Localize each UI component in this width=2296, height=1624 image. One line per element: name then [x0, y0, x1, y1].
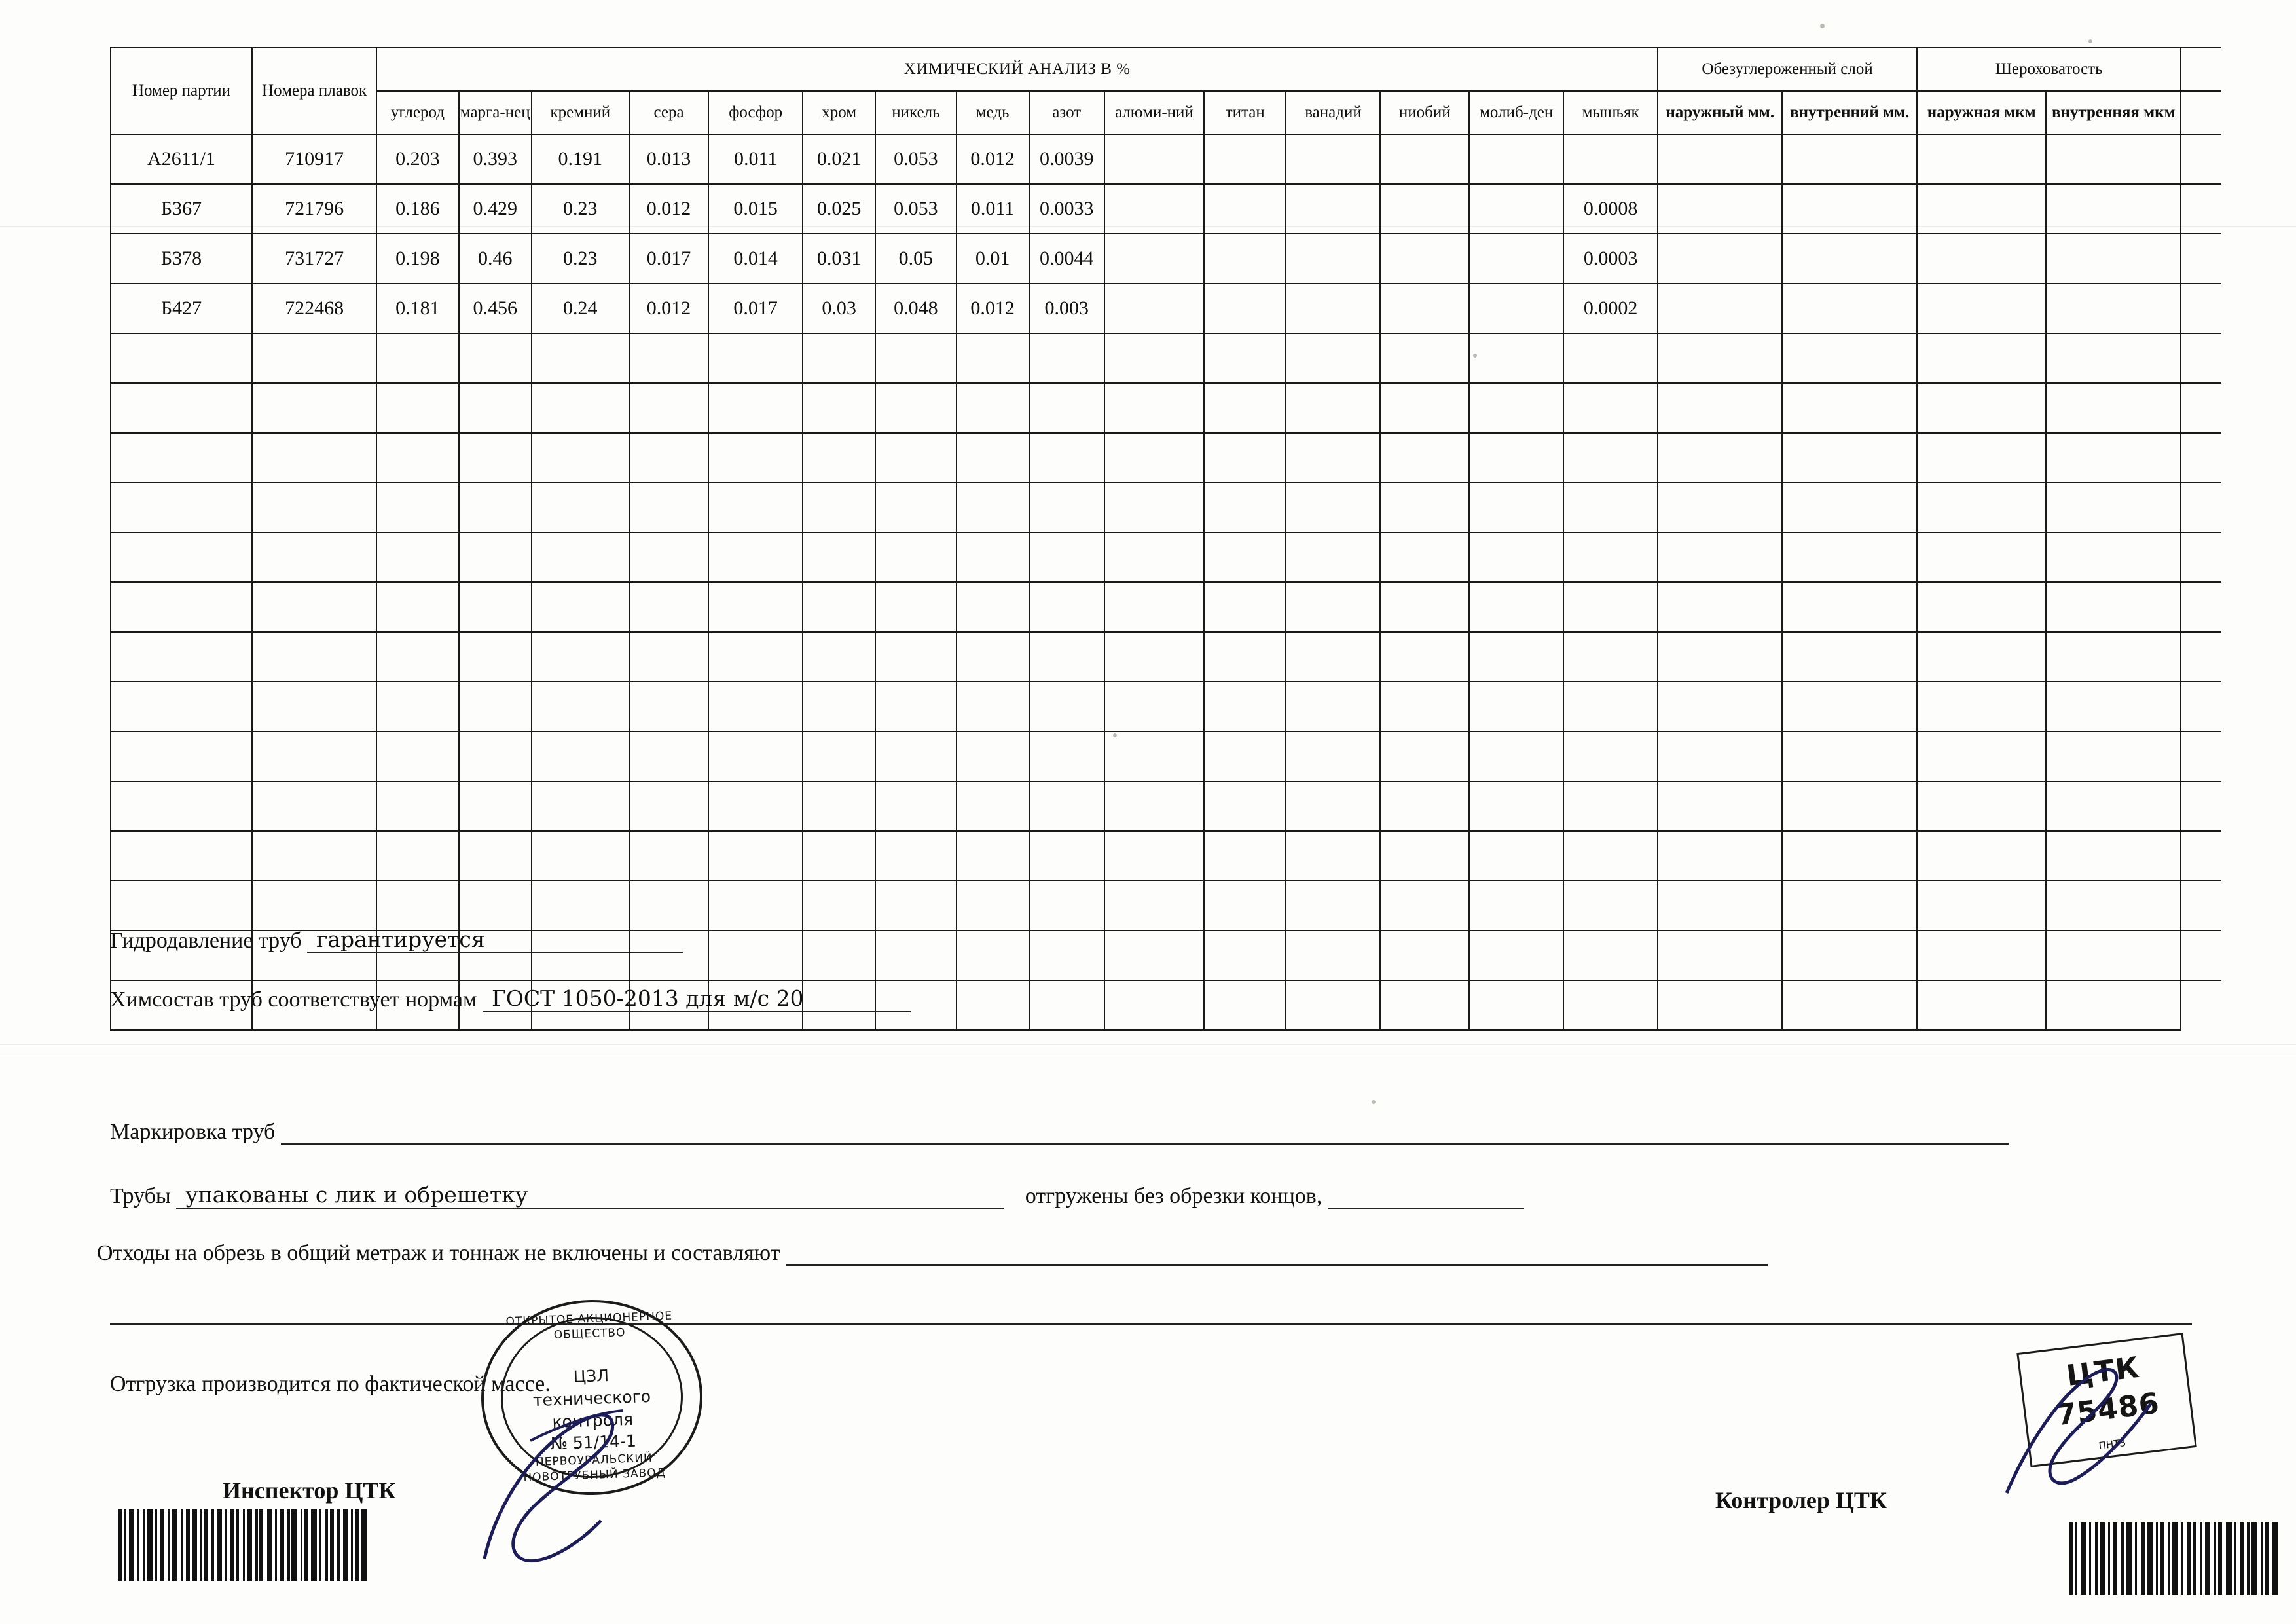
cell-heat: 722468	[252, 284, 376, 333]
group-header-roughness-label: Шероховатость	[1995, 60, 2103, 78]
table-row-empty	[111, 632, 2221, 682]
col-header-heat-number-label: Номера плавок	[262, 82, 367, 100]
col-header-batch-number	[111, 48, 252, 134]
inspector-signature-label: Инспектор ЦТК	[223, 1477, 396, 1504]
cell-chromium: 0.031	[803, 234, 875, 284]
col-header-arsenic	[1563, 91, 1658, 134]
field-extra-line	[110, 1300, 2192, 1325]
col-header-niobium	[1380, 91, 1469, 134]
round-stamp-line1: ЦЗЛ	[573, 1366, 610, 1386]
cell-batch: А2611/1	[111, 134, 252, 184]
field-pipes-packing-tail-line[interactable]	[1328, 1185, 1524, 1209]
cell-niobium	[1380, 184, 1469, 234]
group-header-chemical-analysis	[376, 48, 1658, 91]
col-header-silicon	[532, 91, 629, 134]
round-stamp-arc-top: ОТКРЫТОЕ АКЦИОНЕРНОЕ ОБЩЕСТВО	[505, 1309, 673, 1342]
col-header-rough-outer-label: наружная мкм	[1927, 103, 2036, 121]
col-header-nitrogen-label: азот	[1052, 103, 1082, 121]
col-header-phosphorus	[708, 91, 803, 134]
cell-nitrogen: 0.003	[1029, 284, 1104, 333]
inspector-signature	[458, 1362, 694, 1578]
cell-niobium	[1380, 284, 1469, 333]
cell-manganese: 0.393	[459, 134, 532, 184]
col-header-decarb-outer-label: наружный мм.	[1666, 103, 1775, 121]
group-header-chemical-analysis-label: ХИМИЧЕСКИЙ АНАЛИЗ В %	[903, 60, 1131, 78]
col-header-sulfur-label: сера	[653, 103, 684, 121]
cell-decarb-inner	[1782, 184, 1917, 234]
cell-chromium: 0.021	[803, 134, 875, 184]
round-stamp-line4: № 51/14-1	[550, 1431, 637, 1454]
cell-titanium	[1204, 184, 1286, 234]
field-hydro-pressure-label: Гидродавление труб	[110, 929, 302, 953]
cell-chromium: 0.03	[803, 284, 875, 333]
table-right-margin-cell	[2181, 184, 2221, 234]
group-header-decarburized-layer-label: Обезуглероженный слой	[1702, 60, 1873, 78]
cell-sulfur: 0.012	[629, 184, 708, 234]
field-marking	[110, 1120, 2009, 1145]
cell-manganese: 0.429	[459, 184, 532, 234]
cell-sulfur: 0.017	[629, 234, 708, 284]
cell-vanadium	[1286, 284, 1380, 333]
col-header-aluminium	[1104, 91, 1204, 134]
table-right-margin-cell	[2181, 134, 2221, 184]
field-chemical-standard-label: Химсостав труб соответствует нормам	[110, 987, 477, 1012]
cell-copper: 0.012	[957, 284, 1029, 333]
col-header-carbon-label: углерод	[390, 103, 445, 121]
col-header-copper-label: медь	[975, 103, 1010, 121]
col-header-nitrogen	[1029, 91, 1104, 134]
cell-rough-inner	[2046, 134, 2181, 184]
controller-signature-label: Контролер ЦТК	[1715, 1487, 1887, 1513]
cell-heat: 710917	[252, 134, 376, 184]
cell-niobium	[1380, 234, 1469, 284]
rect-stamp-line1: ЦТК	[2064, 1350, 2142, 1393]
col-header-nickel	[875, 91, 956, 134]
cell-batch: Б378	[111, 234, 252, 284]
cell-decarb-outer	[1658, 134, 1782, 184]
cell-nickel: 0.05	[875, 234, 956, 284]
cell-silicon: 0.23	[532, 184, 629, 234]
cell-phosphorus: 0.015	[708, 184, 803, 234]
col-header-silicon-label: кремний	[550, 103, 611, 121]
table-row-empty	[111, 433, 2221, 483]
col-header-batch-number-label: Номер партии	[132, 82, 231, 100]
rect-stamp-line2: 75486	[2054, 1386, 2162, 1433]
cell-rough-outer	[1917, 284, 2046, 333]
field-chemical-standard	[110, 986, 911, 1012]
barcode-right	[2069, 1522, 2278, 1595]
group-header-roughness	[1917, 48, 2181, 91]
col-header-sulfur	[629, 91, 708, 134]
footer-note: Отгрузка производится по фактической массе.	[110, 1372, 551, 1396]
table-row-empty	[111, 582, 2221, 632]
cell-molybdenum	[1469, 234, 1563, 284]
cell-titanium	[1204, 134, 1286, 184]
table-right-margin-cell	[2181, 234, 2221, 284]
field-scrap-waste-label: Отходы на обрезь в общий метраж и тоннаж не включены и составляют	[97, 1241, 780, 1265]
table-row	[111, 184, 2221, 234]
cell-decarb-inner	[1782, 134, 1917, 184]
cell-carbon: 0.203	[376, 134, 458, 184]
col-header-manganese	[459, 91, 532, 134]
group-header-decarburized-layer	[1658, 48, 1917, 91]
cell-rough-outer	[1917, 234, 2046, 284]
cell-phosphorus: 0.017	[708, 284, 803, 333]
col-header-arsenic-label: мышьяк	[1582, 103, 1639, 121]
cell-rough-inner	[2046, 284, 2181, 333]
field-hydro-pressure	[110, 927, 683, 953]
cell-nickel: 0.053	[875, 184, 956, 234]
cell-aluminium	[1104, 184, 1204, 234]
cell-decarb-outer	[1658, 234, 1782, 284]
table-right-margin-cell	[2181, 91, 2221, 134]
col-header-copper	[957, 91, 1029, 134]
cell-decarb-inner	[1782, 284, 1917, 333]
field-pipes-packing-value[interactable]: упакованы с лик и обрешетку	[176, 1182, 1004, 1209]
cell-chromium: 0.025	[803, 184, 875, 234]
table-row-empty	[111, 831, 2221, 881]
col-header-chromium-label: хром	[822, 103, 857, 121]
field-marking-label: Маркировка труб	[110, 1120, 276, 1144]
cell-niobium	[1380, 134, 1469, 184]
rect-stamp-line3: ПНТЗ	[2098, 1437, 2126, 1452]
cell-titanium	[1204, 234, 1286, 284]
cell-batch: Б367	[111, 184, 252, 234]
field-pipes-packing-tail: отгружены без обрезки концов,	[1025, 1184, 1322, 1208]
cell-manganese: 0.46	[459, 234, 532, 284]
field-scrap-waste	[97, 1241, 1768, 1266]
col-header-heat-number	[252, 48, 376, 134]
cell-nitrogen: 0.0039	[1029, 134, 1104, 184]
col-header-titanium	[1204, 91, 1286, 134]
controller-signature	[1987, 1349, 2183, 1513]
cell-arsenic	[1563, 134, 1658, 184]
field-extra-line-rule[interactable]	[110, 1301, 2192, 1325]
field-chemical-standard-value[interactable]: ГОСТ 1050-2013 для м/с 20	[483, 986, 911, 1012]
barcode-left	[118, 1509, 367, 1581]
cell-manganese: 0.456	[459, 284, 532, 333]
cell-decarb-outer	[1658, 284, 1782, 333]
cell-vanadium	[1286, 184, 1380, 234]
col-header-molybdenum-label: молиб-ден	[1480, 103, 1554, 121]
col-header-chromium	[803, 91, 875, 134]
cell-phosphorus: 0.014	[708, 234, 803, 284]
scan-artifact-line	[0, 1044, 2296, 1045]
cell-sulfur: 0.012	[629, 284, 708, 333]
table-row-empty	[111, 781, 2221, 831]
col-header-vanadium	[1286, 91, 1380, 134]
cell-vanadium	[1286, 134, 1380, 184]
col-header-decarb-inner	[1782, 91, 1917, 134]
chemical-analysis-table	[110, 47, 2221, 1031]
cell-arsenic: 0.0008	[1563, 184, 1658, 234]
table-row-empty	[111, 731, 2221, 781]
cell-vanadium	[1286, 234, 1380, 284]
cell-arsenic: 0.0003	[1563, 234, 1658, 284]
cell-rough-outer	[1917, 184, 2046, 234]
table-row	[111, 234, 2221, 284]
table-right-margin-cell	[2181, 284, 2221, 333]
cell-decarb-outer	[1658, 184, 1782, 234]
table-row-empty	[111, 383, 2221, 433]
table-right-margin-cell	[2181, 48, 2221, 91]
cell-titanium	[1204, 284, 1286, 333]
chemical-analysis-table-wrapper	[110, 47, 2221, 1031]
cell-copper: 0.012	[957, 134, 1029, 184]
cell-carbon: 0.198	[376, 234, 458, 284]
scan-speck	[1820, 24, 1825, 28]
round-stamp-arc-bottom: ПЕРВОУРАЛЬСКИЙ НОВОТРУБНЫЙ ЗАВОД	[523, 1451, 666, 1485]
cell-molybdenum	[1469, 284, 1563, 333]
cell-rough-outer	[1917, 134, 2046, 184]
col-header-niobium-label: ниобий	[1398, 103, 1451, 121]
cell-nitrogen: 0.0044	[1029, 234, 1104, 284]
cell-rough-inner	[2046, 234, 2181, 284]
cell-aluminium	[1104, 284, 1204, 333]
cell-heat: 721796	[252, 184, 376, 234]
col-header-nickel-label: никель	[892, 103, 940, 121]
cell-sulfur: 0.013	[629, 134, 708, 184]
cell-heat: 731727	[252, 234, 376, 284]
table-row-empty	[111, 532, 2221, 582]
cell-batch: Б427	[111, 284, 252, 333]
table-row	[111, 284, 2221, 333]
cell-copper: 0.011	[957, 184, 1029, 234]
col-header-decarb-outer	[1658, 91, 1782, 134]
field-pipes-packing-label: Трубы	[110, 1184, 171, 1208]
table-row-empty	[111, 333, 2221, 383]
cell-carbon: 0.186	[376, 184, 458, 234]
col-header-rough-inner-label: внутренняя мкм	[2052, 103, 2176, 121]
cell-molybdenum	[1469, 184, 1563, 234]
table-row-empty	[111, 881, 2221, 931]
cell-phosphorus: 0.011	[708, 134, 803, 184]
cell-copper: 0.01	[957, 234, 1029, 284]
scan-speck	[2088, 39, 2092, 43]
field-marking-value[interactable]	[281, 1121, 2009, 1145]
col-header-carbon	[376, 91, 458, 134]
cell-nickel: 0.053	[875, 134, 956, 184]
round-stamp-line3: контроля	[552, 1409, 634, 1431]
cell-silicon: 0.24	[532, 284, 629, 333]
cell-nickel: 0.048	[875, 284, 956, 333]
cell-rough-inner	[2046, 184, 2181, 234]
table-row-empty	[111, 483, 2221, 532]
col-header-decarb-inner-label: внутренний мм.	[1790, 103, 1910, 121]
table-row	[111, 134, 2221, 184]
table-row-empty	[111, 682, 2221, 731]
chemical-analysis-table-body	[111, 134, 2221, 1030]
col-header-rough-outer	[1917, 91, 2046, 134]
cell-nitrogen: 0.0033	[1029, 184, 1104, 234]
cell-silicon: 0.23	[532, 234, 629, 284]
col-header-aluminium-label: алюми-ний	[1115, 103, 1194, 121]
scan-speck	[1372, 1100, 1376, 1104]
col-header-phosphorus-label: фосфор	[729, 103, 783, 121]
col-header-rough-inner	[2046, 91, 2181, 134]
cell-molybdenum	[1469, 134, 1563, 184]
cell-carbon: 0.181	[376, 284, 458, 333]
col-header-titanium-label: титан	[1225, 103, 1265, 121]
cell-aluminium	[1104, 234, 1204, 284]
col-header-molybdenum	[1469, 91, 1563, 134]
cell-aluminium	[1104, 134, 1204, 184]
cell-decarb-inner	[1782, 234, 1917, 284]
field-pipes-packing	[110, 1182, 1524, 1209]
cell-silicon: 0.191	[532, 134, 629, 184]
cell-arsenic: 0.0002	[1563, 284, 1658, 333]
field-scrap-waste-value[interactable]	[786, 1242, 1768, 1266]
col-header-manganese-label: марга-нец	[460, 103, 530, 121]
round-stamp-line2: технического	[532, 1386, 651, 1410]
col-header-vanadium-label: ванадий	[1305, 103, 1362, 121]
field-hydro-pressure-value[interactable]: гарантируется	[307, 927, 683, 953]
